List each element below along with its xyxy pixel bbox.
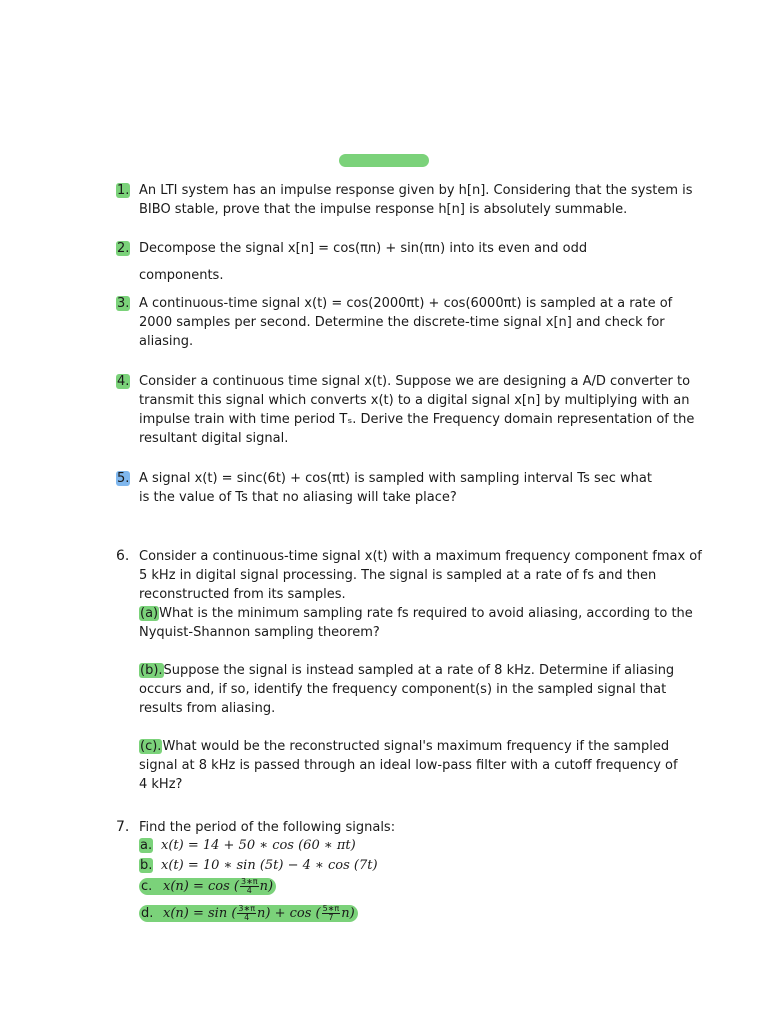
question-text-line: occurs and, if so, identify the frequency component(s) in the sampled signal that — [139, 682, 667, 697]
question-number: 1. — [117, 183, 130, 198]
question-text-line: aliasing. — [139, 334, 194, 349]
option-d: d. x(n) = sin ( $\frac{3∗\pi}{4}$ n) + cos ( $\frac{5∗\pi}{7}$ n) — [139, 905, 358, 923]
question-number: 4. — [117, 374, 130, 389]
option-label: b. — [140, 858, 153, 873]
question-text-line: 2000 samples per second. Determine the discrete-time signal x[n] and check for — [139, 315, 665, 330]
highlighted-title-bar — [339, 154, 429, 167]
question-number: 2. — [117, 241, 130, 256]
question-text-line: What is the minimum sampling rate fs required to avoid aliasing, according to the — [159, 606, 693, 621]
question-text-line: Suppose the signal is instead sampled at a rate of 8 kHz. Determine if aliasing — [163, 663, 675, 678]
option-a — [139, 837, 356, 855]
question-4 — [116, 372, 695, 448]
question-text-line: What would be the reconstructed signal's maximum frequency if the sampled — [162, 739, 670, 754]
question-text-line: 5 kHz in digital signal processing. The signal is sampled at a rate of fs and then — [139, 568, 657, 583]
question-text-line: reconstructed from its samples. — [139, 587, 346, 602]
question-text-line: signal at 8 kHz is passed through an ideal low-pass filter with a cutoff frequency of — [139, 758, 678, 773]
question-5 — [116, 469, 676, 507]
question-text-line: Consider a continuous-time signal x(t) with a maximum frequency component fmax of — [139, 549, 702, 564]
question-text-line: A continuous-time signal x(t) = cos(2000πt) + cos(6000πt) is sampled at a rate of — [139, 296, 673, 311]
option-formula: x(t) = 14 + 50 ∗ cos (60 ∗ πt) — [161, 838, 356, 853]
option-label: d. — [141, 906, 154, 921]
question-6 — [116, 547, 702, 794]
sub-question-c — [139, 737, 676, 794]
question-text-line: transmit this signal which converts x(t) to a digital signal x[n] by multiplying with an — [139, 393, 690, 408]
question-number: 5. — [117, 471, 130, 486]
question-text-line: is the value of Ts that no aliasing will take place? — [139, 490, 457, 505]
fraction: $\frac{3∗\pi}{4}$ — [238, 904, 256, 922]
question-text-line: components. — [139, 268, 224, 283]
question-text-line: Consider a continuous time signal x(t). Suppose we are designing a A/D converter to — [139, 374, 691, 389]
question-text-line: BIBO stable, prove that the impulse response h[n] is absolutely summable. — [139, 202, 628, 217]
question-1 — [116, 181, 693, 219]
question-text-line: An LTI system has an impulse response given by h[n]. Considering that the system is — [139, 183, 693, 198]
sub-question-b — [139, 661, 676, 718]
option-c: c. x(n) = cos ( $\frac{3∗\pi}{4}$ n) — [139, 878, 276, 896]
fraction: $\frac{5∗\pi}{7}$ — [322, 904, 340, 922]
question-number: 3. — [117, 296, 130, 311]
question-text-line: Find the period of the following signals: — [139, 820, 396, 835]
option-formula: x(t) = 10 ∗ sin (5t) − 4 ∗ cos (7t) — [161, 858, 378, 873]
fraction: $\frac{3∗\pi}{4}$ — [241, 877, 258, 895]
question-text-line: Nyquist-Shannon sampling theorem? — [139, 625, 380, 640]
question-text-line: impulse train with time period Tₛ. Derive the Frequency domain representation of the — [139, 412, 695, 427]
question-7 — [116, 818, 676, 837]
sub-question-label: (c). — [140, 739, 162, 754]
question-number: 7. — [116, 819, 130, 835]
sub-question-label: (b). — [140, 663, 163, 678]
option-label: c. — [141, 879, 153, 894]
sub-question-a — [139, 604, 693, 642]
sub-question-label: (a) — [140, 606, 159, 621]
question-text-line: 4 kHz? — [139, 777, 183, 792]
option-b — [139, 857, 378, 875]
question-text-line: results from aliasing. — [139, 701, 276, 716]
question-text-line: resultant digital signal. — [139, 431, 289, 446]
question-text-line: A signal x(t) = sinc(6t) + cos(πt) is sampled with sampling interval Ts sec what — [139, 471, 652, 486]
question-3 — [116, 294, 676, 351]
question-2 — [116, 239, 676, 285]
question-number: 6. — [116, 548, 130, 564]
option-label: a. — [140, 838, 153, 853]
question-text-line: Decompose the signal x[n] = cos(πn) + sin(πn) into its even and odd — [139, 241, 588, 256]
